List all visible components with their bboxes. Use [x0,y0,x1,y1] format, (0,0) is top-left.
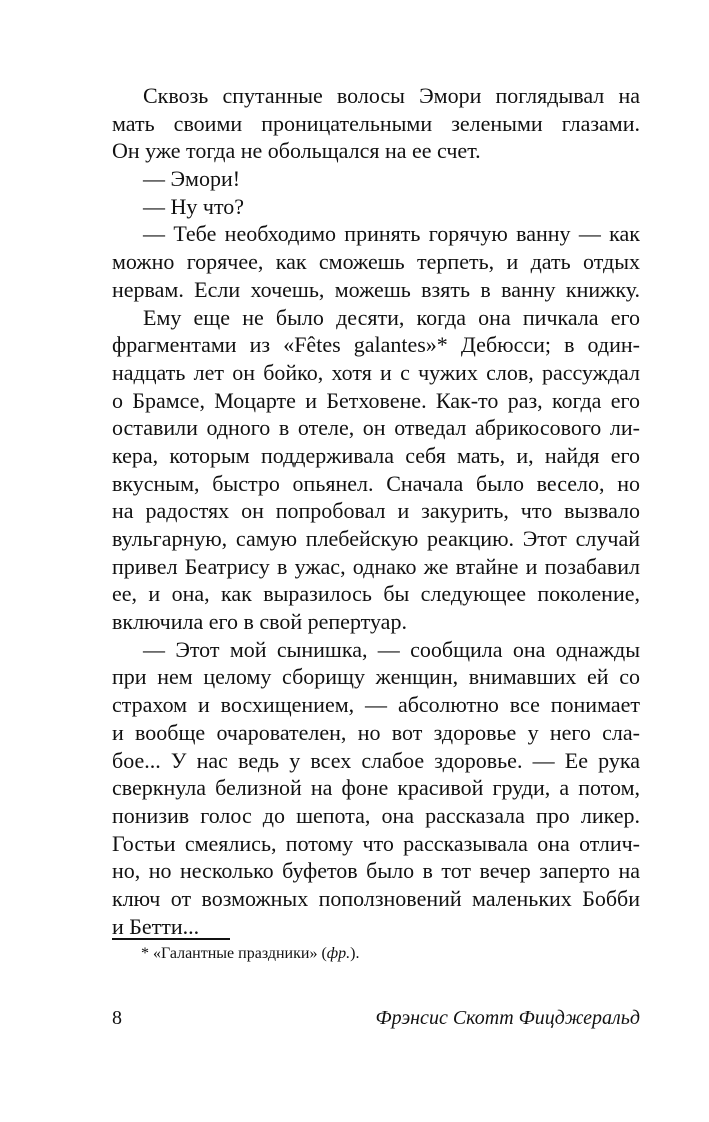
text-line: ключ от возможных поползновений маленьких Бобби [112,885,640,911]
footnote-suffix: ). [350,945,360,962]
text-line: надцать лет он бойко, хотя и с чужих слов, рассуждал [112,359,640,385]
text-line: Он уже тогда не обольщался на ее счет. [112,138,481,164]
text-line: при нем целому сборищу женщин, внимавших ей со [112,664,640,690]
text-line: сверкнула белизной на фоне красивой груди, а потом, [112,775,640,801]
text-line: — Ну что? [143,193,245,219]
text-line: о Брамсе, Моцарте и Бетховене. Как-то раз, когда его [112,387,640,413]
text-line: нервам. Если хочешь, можешь взять в ванну книжку. [112,276,640,302]
footnote [141,944,359,964]
text-line: ее, и она, как выразилось бы следующее поколение, [112,581,640,607]
text-line: оставили одного в отеле, он отведал абрикосового ли- [112,415,640,441]
text-line: кера, которым поддерживала себя мать, и, найдя его [112,442,640,468]
text-line: на радостях он попробовал и закурить, что вызвало [112,498,640,524]
text-line: — Этот мой сынишка, — сообщила она однажды [143,636,640,662]
text-line: но, но несколько буфетов было в тот вечер заперто на [112,858,640,884]
text-line: Сквозь спутанные волосы Эмори поглядывал на [143,83,640,108]
text-line: и Бетти... [112,913,200,939]
footnote-prefix: * «Галантные праздники» ( [141,945,327,962]
text-line: Ему еще не было десяти, когда она пичкала его [143,304,640,330]
running-footer-author: Фрэнсис Скотт Фицджеральд [375,1007,640,1029]
text-line: Гостьи смеялись, потому что рассказывала она отлич- [112,830,640,856]
page-number: 8 [112,1007,122,1029]
footnote-language-abbr: фр. [326,945,351,962]
text-line: вульгарную, самую плебейскую реакцию. Этот случай [112,526,640,551]
text-line: фрагментами из «Fêtes galantes»* Дебюсси; в один- [112,332,640,358]
text-line: вкусным, быстро опьянел. Сначала было весело, но [112,470,640,496]
text-line: привел Беатрису в ужас, однако же втайне и позабавил [112,553,640,579]
body-text [112,82,640,940]
footnote-divider [112,938,230,940]
text-line: мать своими проницательными зелеными глазами. [112,110,640,136]
text-line: — Эмори! [143,166,241,192]
text-line: страхом и восхищением, — абсолютно все понимает [112,692,640,718]
text-line: можно горячее, как сможешь терпеть, и дать отдых [112,249,640,275]
text-line: включила его в свой репертуар. [112,609,407,635]
text-line: — Тебе необходимо принять горячую ванну — как [143,221,640,247]
text-line: понизив голос до шепота, она рассказала про ликер. [112,802,640,828]
text-line: и вообще очарователен, но вот здоровье у него сла- [112,719,640,745]
text-line: бое... У нас ведь у всех слабое здоровье. — Ее рука [112,747,640,773]
